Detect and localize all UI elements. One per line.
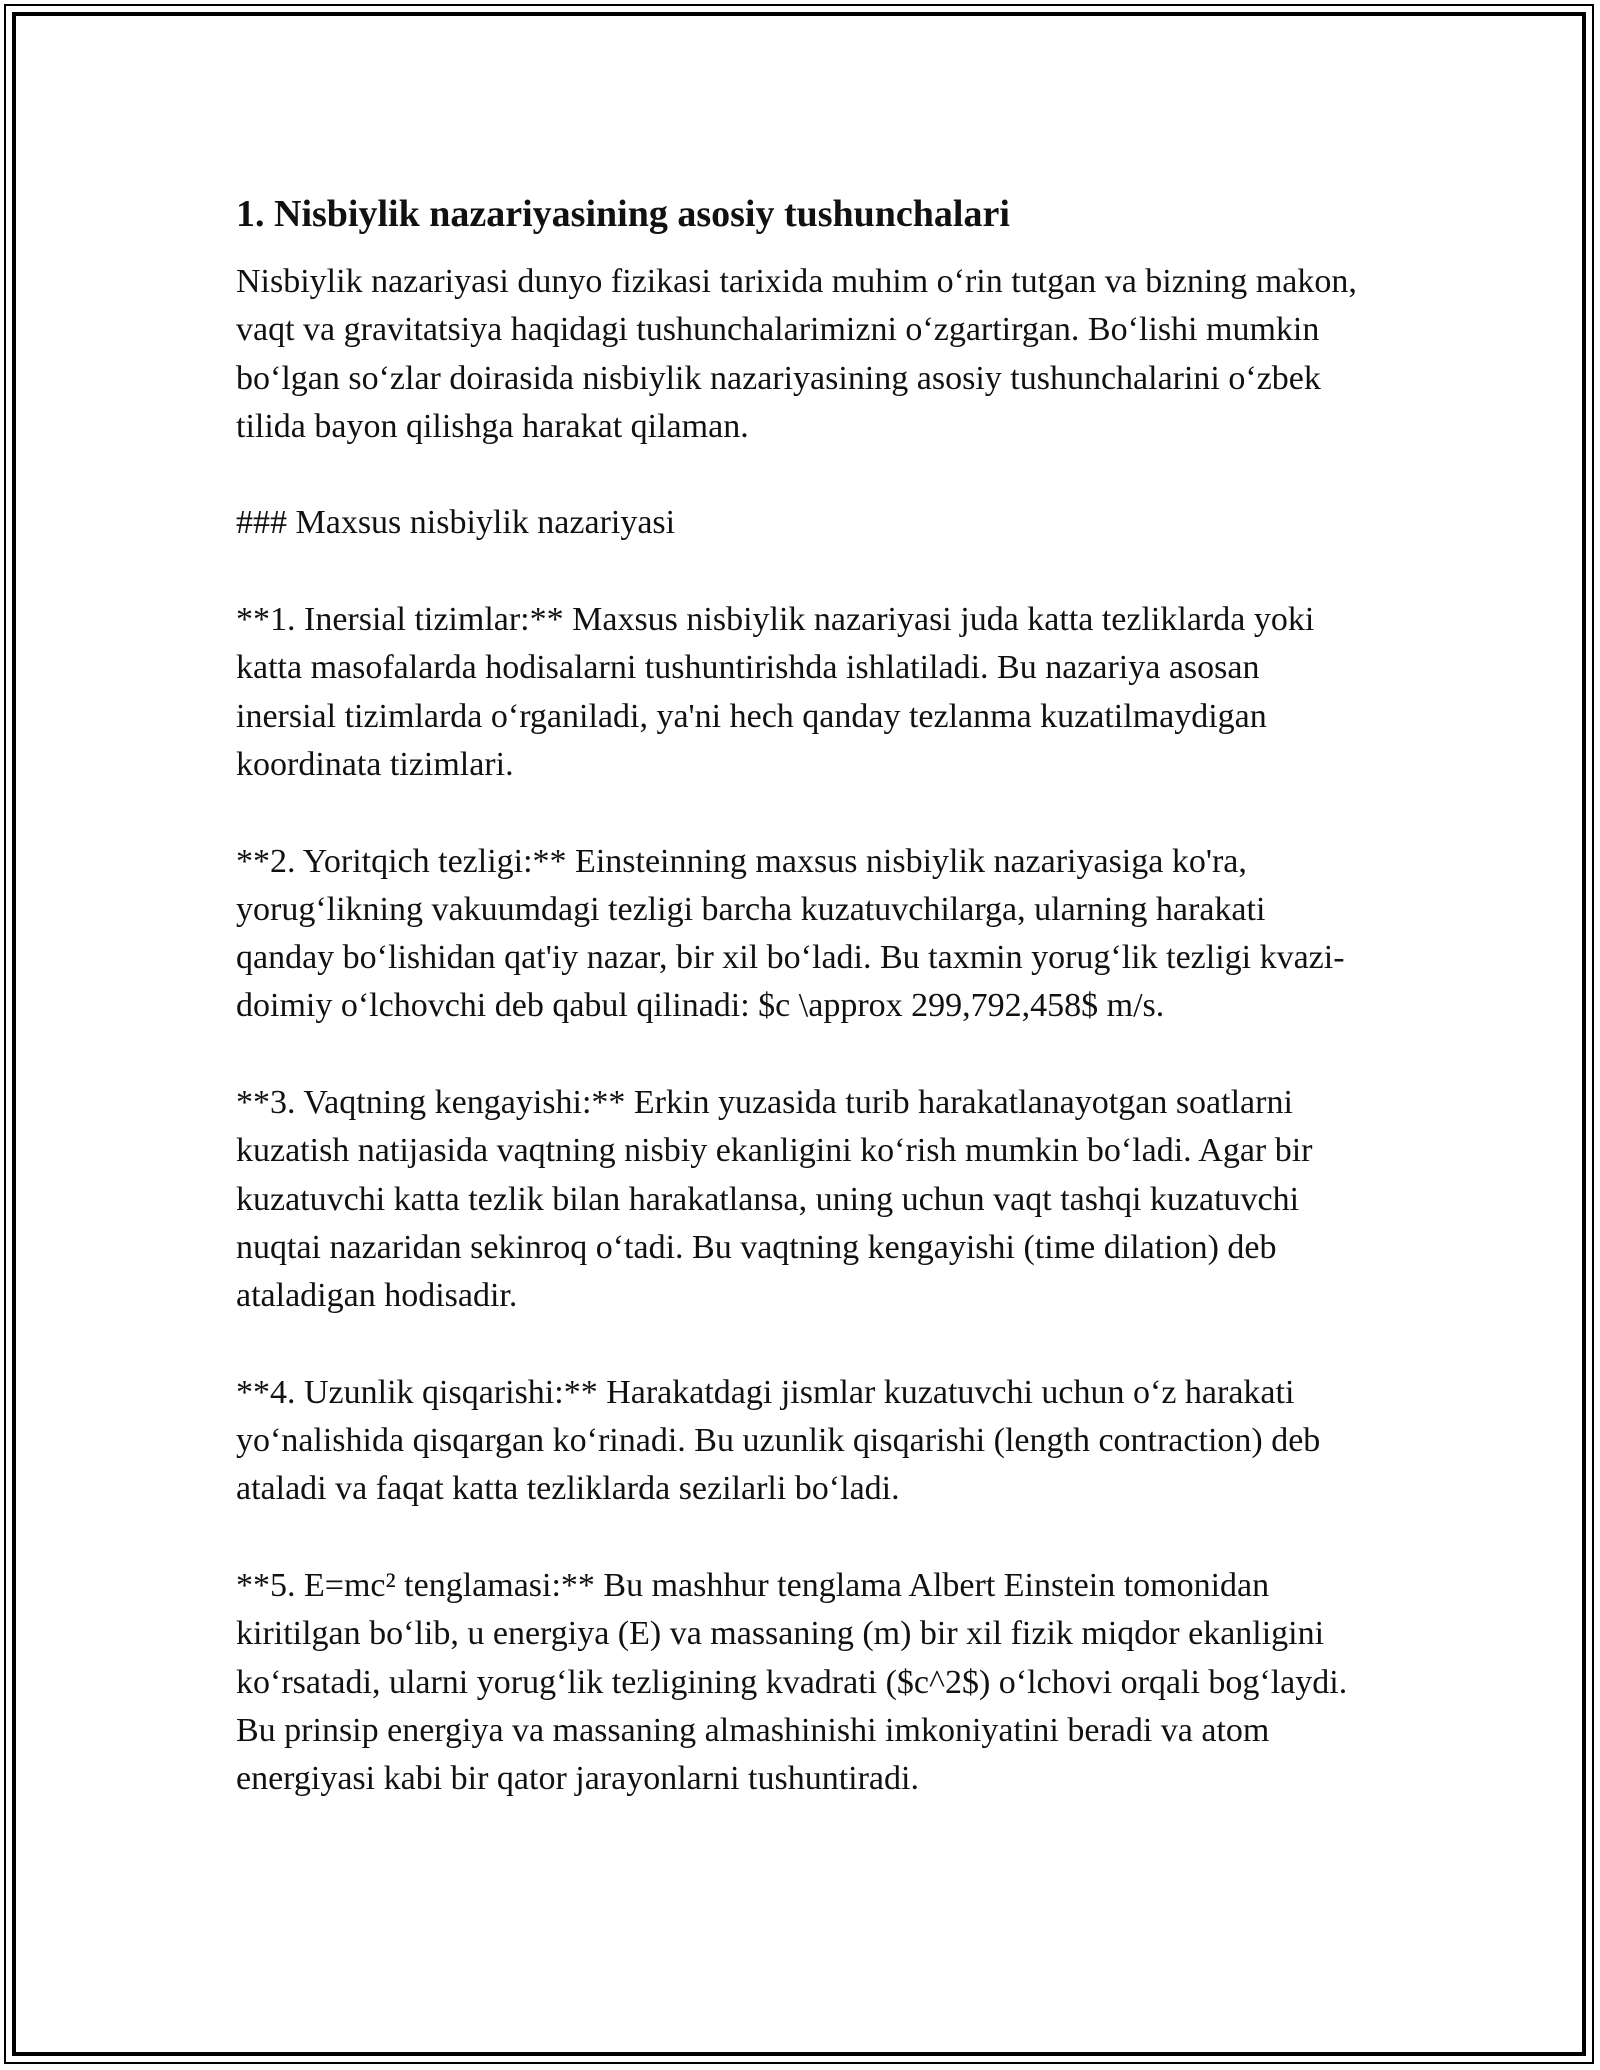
paragraph-speed-of-light: **2. Yoritqich tezligi:** Einsteinning maxsus nisbiylik nazariyasiga ko'ra, yorug‘likning vakuumdagi tezligi barcha kuzatuvchilarga, ularning harakati qanday bo‘lishidan qat'iy nazar, bir xil bo‘ladi. Bu taxmin yorug‘lik tezligi kvazi-doimiy o‘lchovchi deb qabul qilinadi: $c \approx 299,792,458$ m/s. xyxy=(236,842,1345,1025)
document-title: 1. Nisbiylik nazariyasining asosiy tushunchalari xyxy=(236,193,1010,235)
intro-paragraph: Nisbiylik nazariyasi dunyo fizikasi tarixida muhim o‘rin tutgan va bizning makon, vaqt va gravitatsiya haqidagi tushunchalarimizni o‘zgartirgan. Bo‘lishi mumkin bo‘lgan so‘zlar doirasida nisbiylik nazariyasining asosiy tushunchalarini o‘zbek tilida bayon qilishga harakat qilaman. xyxy=(236,263,1357,445)
section-heading-markdown: ### Maxsus nisbiylik nazariyasi xyxy=(236,504,676,542)
paragraph-inertial-systems: **1. Inersial tizimlar:** Maxsus nisbiylik nazariyasi juda katta tezliklarda yoki katta masofalarda hodisalarni tushuntirishda ishlatiladi. Bu nazariya asosan inersial tizimlarda o‘rganiladi, ya'ni hech qanday tezlanma kuzatilmaydigan koordinata tizimlari. xyxy=(236,601,1315,783)
document-body xyxy=(236,186,1366,1852)
paragraph-length-contraction: **4. Uzunlik qisqarishi:** Harakatdagi jismlar kuzatuvchi uchun o‘z harakati yo‘nalishida qisqargan ko‘rinadi. Bu uzunlik qisqarishi (length contraction) deb ataladi va faqat katta tezliklarda sezilarli bo‘ladi. xyxy=(236,1373,1321,1508)
paragraph-mass-energy: **5. E=mc² tenglamasi:** Bu mashhur tenglama Albert Einstein tomonidan kiritilgan bo‘lib, u energiya (E) va massaning (m) bir xil fizik miqdor ekanligini ko‘rsatadi, ularni yorug‘lik tezligining kvadrati ($c^2$) o‘lchovi orqali bog‘laydi. Bu prinsip energiya va massaning almashinishi imkoniyatini beradi va atom energiyasi kabi bir qator jarayonlarni tushuntiradi. xyxy=(236,1567,1348,1798)
paragraph-time-dilation: **3. Vaqtning kengayishi:** Erkin yuzasida turib harakatlanayotgan soatlarni kuzatish natijasida vaqtning nisbiy ekanligini ko‘rish mumkin bo‘ladi. Agar bir kuzatuvchi katta tezlik bilan harakatlansa, uning uchun vaqt tashqi kuzatuvchi nuqtai nazaridan sekinroq o‘tadi. Bu vaqtning kengayishi (time dilation) deb ataladigan hodisadir. xyxy=(236,1084,1313,1315)
